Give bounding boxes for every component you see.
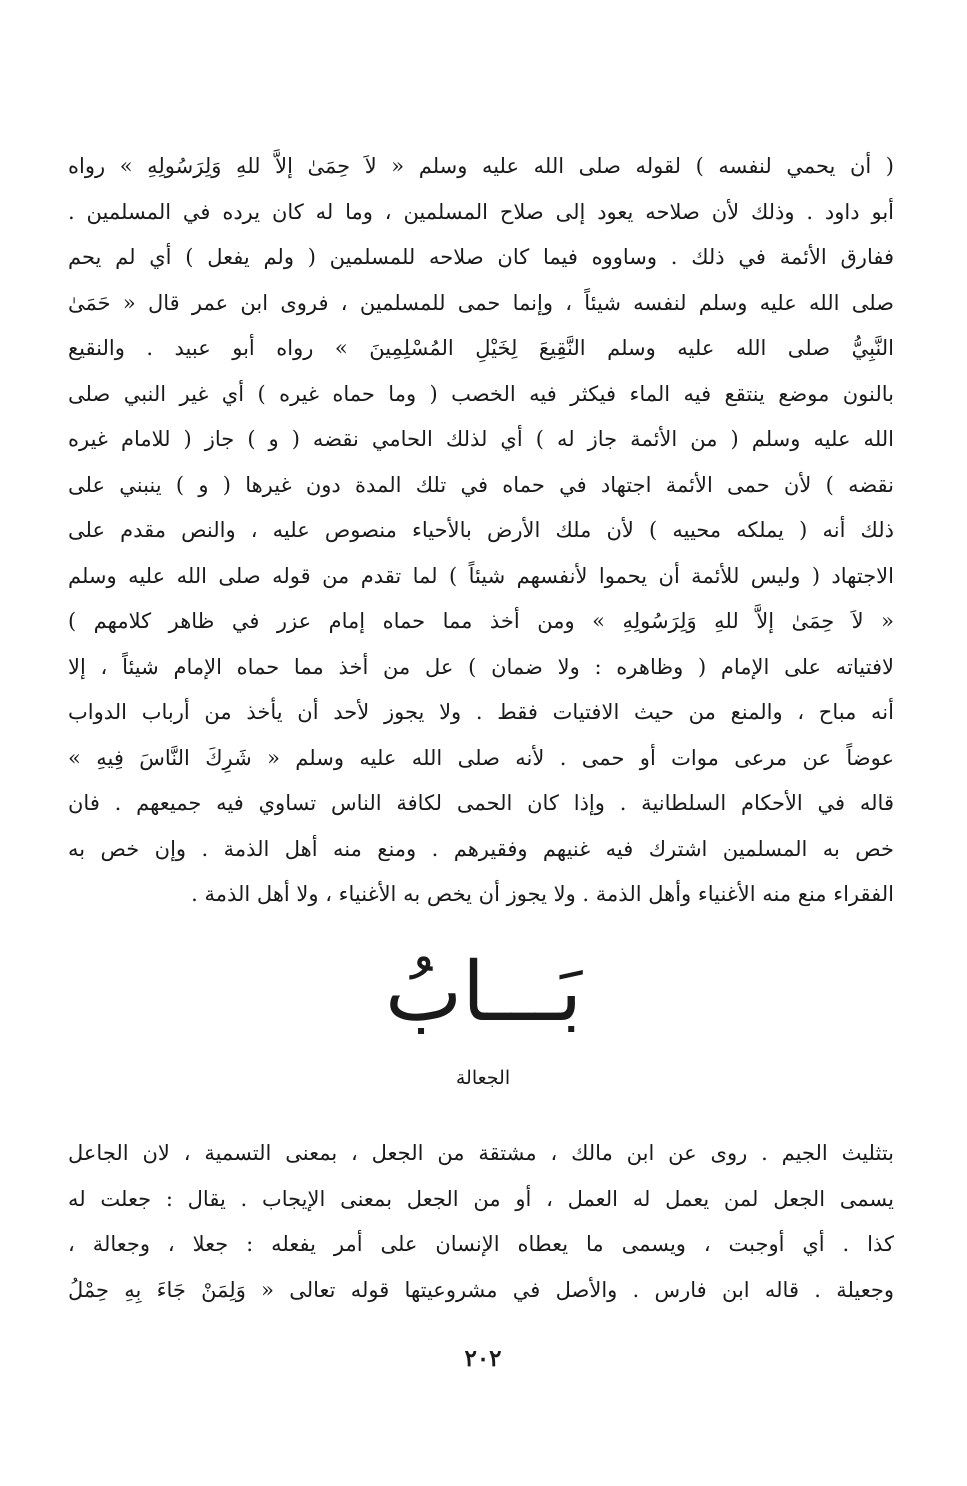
text-line: يسمى الجعل لمن يعمل له العمل ، أو من الجعل بمعنى الإيجاب . يقال : جعلت له bbox=[68, 1186, 894, 1211]
body-paragraph-2 bbox=[68, 1131, 894, 1313]
text-line: بالنون موضع ينتقع فيه الماء فيكثر فيه الخصب ( وما حماه غيره ) أي غير النبي صلى bbox=[68, 381, 894, 406]
text-line: عوضاً عن مرعى موات أو حمى . لأنه صلى الله عليه وسلم « شَرِكَ النَّاسَ فِيهِ » bbox=[68, 745, 894, 770]
text-line: وجعيلة . قاله ابن فارس . والأصل في مشروعيتها قوله تعالى « وَلِمَنْ جَاءَ بِهِ حِمْلُ bbox=[68, 1277, 894, 1302]
text-line: النَّبِيُّ صلى الله عليه وسلم النَّقِيعَ لِخَيْلِ المُسْلِمِينَ » رواه أبو عبيد . والنقيع bbox=[68, 336, 894, 360]
chapter-heading: بَـــابُ bbox=[384, 945, 583, 1040]
page-number: ٢٠٢ bbox=[464, 1345, 502, 1372]
text-line: الاجتهاد ( وليس للأئمة أن يحموا لأنفسهم شيئاً ) لما تقدم من قوله صلى الله عليه وسلم bbox=[68, 563, 894, 588]
text-line: « لاَ حِمَىٰ إلاَّ للهِ وَلِرَسُولِهِ » ومن أخذ مما حماه إمام عزر في ظاهر كلامهم ) bbox=[68, 609, 894, 633]
text-line: قاله في الأحكام السلطانية . وإذا كان الحمى لكافة الناس تساوي فيه جميعهم . فان bbox=[68, 791, 894, 815]
text-line: كذا . أي أوجبت ، ويسمى ما يعطاه الإنسان على أمر يفعله : جعلا ، وجعالة ، bbox=[68, 1232, 894, 1256]
text-line: ففارق الأئمة في ذلك . وساووه فيما كان صلاحه للمسلمين ( ولم يفعل ) أي لم يحم bbox=[68, 245, 894, 269]
body-paragraph-1 bbox=[68, 144, 894, 918]
section-subtitle: الجعالة bbox=[455, 1067, 511, 1089]
text-line: أبو داود . وذلك لأن صلاحه يعود إلى صلاح المسلمين ، وما له كان يرده في المسلمين . bbox=[68, 199, 894, 224]
text-line: لافتياته على الإمام ( وظاهره : ولا ضمان ) عل من أخذ مما حماه الإمام شيئاً ، إلا bbox=[68, 654, 894, 679]
text-line: الفقراء منع منه الأغنياء وأهل الذمة . ولا يجوز أن يخص به الأغنياء ، ولا أهل الذمة . bbox=[191, 882, 894, 906]
text-line: ذلك أنه ( يملكه محييه ) لأن ملك الأرض بالأحياء منصوص عليه ، والنص مقدم على bbox=[68, 518, 894, 542]
text-line: نقضه ) لأن حمى الأئمة اجتهاد في حماه في تلك المدة دون غيرها ( و ) ينبني على bbox=[68, 472, 894, 497]
text-line: صلى الله عليه وسلم لنفسه شيئاً ، وإنما حمى للمسلمين ، فروى ابن عمر قال « حَمَىٰ bbox=[68, 290, 894, 315]
text-line: بتثليث الجيم . روى عن ابن مالك ، مشتقة من الجعل ، بمعنى التسمية ، لان الجاعل bbox=[68, 1141, 894, 1165]
text-line: خص به المسلمين اشترك فيه غنيهم وفقيرهم . ومنع منه أهل الذمة . وإن خص به bbox=[68, 836, 894, 861]
text-line: الله عليه وسلم ( من الأئمة جاز له ) أي لذلك الحامي نقضه ( و ) جاز ( للامام غيره bbox=[68, 427, 894, 451]
text-line: ( أن يحمي لنفسه ) لقوله صلى الله عليه وسلم « لاَ حِمَىٰ إلاَّ للهِ وَلِرَسُولِهِ » رواه bbox=[68, 154, 894, 178]
text-line: أنه مباح ، والمنع من حيث الافتيات فقط . ولا يجوز لأحد أن يأخذ من أرباب الدواب bbox=[68, 700, 894, 724]
